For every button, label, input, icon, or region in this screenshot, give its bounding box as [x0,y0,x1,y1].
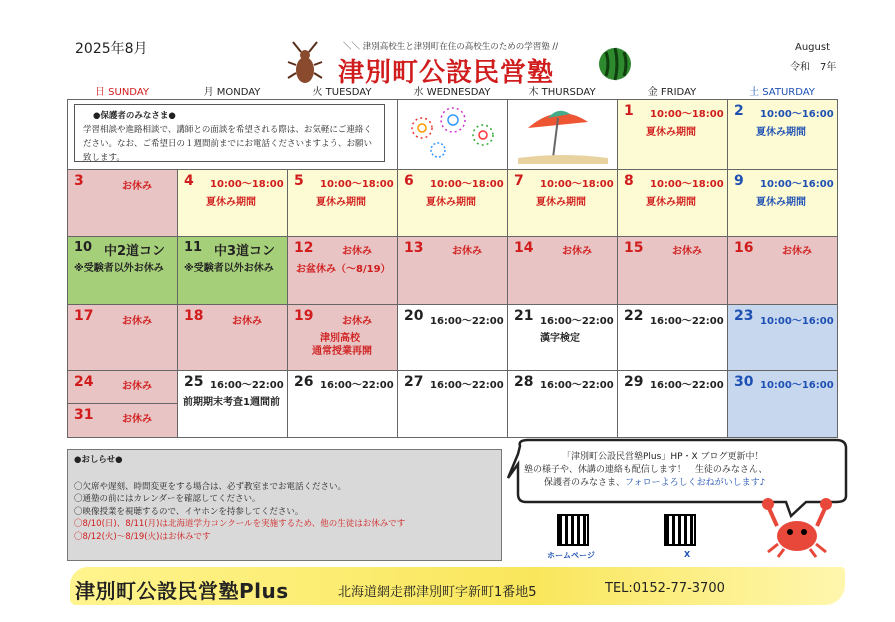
day-note: 夏休み期間 [756,127,806,138]
day-22 [618,305,728,371]
day-number: 23 [734,308,754,324]
homepage-qr-code[interactable] [557,514,589,546]
day-hours: 10:00〜18:00 [650,109,724,120]
fireworks-icon [398,100,506,166]
day-status: お休み [122,316,152,327]
announcement-2: 〇通塾の前にはカレンダーを確認してください。 [74,494,261,504]
day-status: お休み [122,414,152,425]
day-number: 15 [624,240,644,256]
announcement-4: 〇8/10(日)、8/11(月)は北海道学力コンクールを実施するため、他の生徒はお休みです [74,519,406,529]
day-number: 8 [624,173,634,189]
header-monday: 月 MONDAY [203,87,261,98]
day-number: 9 [734,173,744,189]
day-1 [618,100,728,170]
day-note: 漢字検定 [540,333,580,344]
homepage-label: ホームページ [547,551,595,560]
day-note: ※受験者以外お休み [184,263,274,274]
day-28 [508,371,618,438]
day-hours: 10:00〜16:00 [760,109,834,120]
day-hours: 16:00〜22:00 [650,316,724,327]
day-9 [728,170,838,237]
x-qr-code[interactable] [664,514,696,546]
footer-address: 北海道網走郡津別町字新町1番地5 [338,585,537,600]
header-friday: 金 FRIDAY [647,87,697,98]
day-number: 24 [74,374,94,390]
day-12 [288,237,398,305]
day-note: 前期期末考査1週間前 [183,397,280,408]
month-english: August [795,42,830,53]
day-6 [398,170,508,237]
day-hours: 16:00〜22:00 [650,380,724,391]
day-21 [508,305,618,371]
day-status: お休み [342,316,372,327]
header-sunday: 日 SUNDAY [94,87,150,98]
day-number: 6 [404,173,414,189]
day-30 [728,371,838,438]
announcement-1: 〇欠席や遅刻、時間変更をする場合は、必ず教室までお電話ください。 [74,481,347,492]
header-tuesday: 火 TUESDAY [312,87,372,98]
day-note: 津別高校 [320,333,360,344]
day-number: 3 [74,173,84,189]
day-note: 夏休み期間 [206,197,256,208]
day-2 [728,100,838,170]
day-hours: 16:00〜22:00 [540,380,614,391]
day-status: お休み [452,246,482,257]
day-hours: 10:00〜18:00 [320,179,394,190]
announcements-title: ●おしらせ● [74,455,123,465]
day-16 [728,237,838,305]
day-10 [68,237,178,305]
notice-cell [68,100,398,170]
day-number: 22 [624,308,644,324]
day-number: 13 [404,240,424,256]
day-number: 14 [514,240,534,256]
day-note: お盆休み（〜8/19） [296,264,391,275]
day-status: お休み [672,246,702,257]
announcement-3: 〇映像授業を視聴するので、イヤホンを持参してください。 [74,506,304,517]
day-number: 1 [624,103,634,119]
day-number: 16 [734,240,754,256]
day-29 [618,371,728,438]
day-note: 夏休み期間 [646,127,696,138]
day-number: 5 [294,173,304,189]
day-5 [288,170,398,237]
day-note: 夏休み期間 [536,197,586,208]
day-hours: 10:00〜16:00 [760,380,834,391]
day-number: 29 [624,374,644,390]
day-hours: 16:00〜22:00 [320,380,394,391]
day-note-2: 通常授業再開 [312,346,372,357]
title-text: 津別町公設民営塾 [338,58,555,88]
day-number: 25 [184,374,204,390]
day-status: お休み [122,381,152,392]
year-month: 2025年8月 [75,41,148,57]
day-number: 26 [294,374,314,390]
day-hours: 16:00〜22:00 [540,316,614,327]
day-status: お休み [342,246,372,257]
day-hours: 10:00〜18:00 [650,179,724,190]
notice-body: 学習相談や進路相談で、講師との面談を希望される際は、お気軽にご連絡ください。なお、ご希望日の１週間前までにお電話くださいますよう、お願い致します。 [83,125,373,163]
day-4 [178,170,288,237]
era-year: 令和 7年 [790,62,837,73]
day-hours: 16:00〜22:00 [430,380,504,391]
day-status: お休み [232,316,262,327]
day-hours: 10:00〜18:00 [540,179,614,190]
day-25 [178,371,288,438]
day-27 [398,371,508,438]
day-number: 28 [514,374,534,390]
parents-notice [74,104,385,162]
day-event: 中2道コン [104,244,166,259]
announcement-5: 〇8/12(火)〜8/19(火)はお休みです [74,531,211,542]
day-number: 12 [294,240,314,256]
sns-line-1: 「津別町公設民営塾Plus」HP・X ブログ更新中！ [562,452,764,462]
beetle-icon [285,40,325,86]
day-7 [508,170,618,237]
day-note: 夏休み期間 [646,197,696,208]
day-number: 20 [404,308,424,324]
header-wednesday: 水 WEDNESDAY [413,87,491,98]
day-23 [728,305,838,371]
beach-umbrella-icon [508,100,616,166]
day-number: 10 [74,240,93,255]
notice-title: ●保護者のみなさま● [93,111,176,121]
day-24 [68,371,177,404]
day-number: 21 [514,308,534,324]
x-label: X [684,550,691,559]
day-status: お休み [122,181,152,192]
sns-message [524,451,767,490]
day-18 [178,305,288,371]
day-number: 18 [184,308,204,324]
day-hours: 10:00〜18:00 [430,179,504,190]
day-hours: 16:00〜22:00 [210,380,284,391]
sns-line-2: 塾の様子や、休講の連絡も配信します！ 生徒のみなさん、 [524,465,768,475]
footer-school-name: 津別町公設民営塾Plus [75,579,289,603]
day-13 [398,237,508,305]
day-31 [68,404,177,437]
calendar-grid [67,99,838,438]
sns-line-3b: フォローよろしくおねがいします♪ [625,478,766,488]
page-title [338,52,554,89]
day-24-31-cell [68,371,178,438]
day-status: お休み [562,246,592,257]
day-note: ※受験者以外お休み [74,263,164,274]
day-15 [618,237,728,305]
subtitle: ＼＼ 津別高校生と津別町在住の高校生のための学習塾 // [343,42,559,52]
sns-line-3a: 保護者のみなさま、 [544,478,626,488]
day-8 [618,170,728,237]
day-note: 夏休み期間 [756,197,806,208]
day-number: 2 [734,103,744,119]
day-number: 11 [184,240,203,255]
day-3 [68,170,178,237]
header-saturday: 土 SATURDAY [749,87,815,98]
day-number: 7 [514,173,524,189]
day-hours: 10:00〜16:00 [760,316,834,327]
fireworks-cell [398,100,508,170]
footer-phone: TEL:0152-77-3700 [605,581,725,596]
day-status: お休み [782,246,812,257]
beach-cell [508,100,618,170]
day-number: 27 [404,374,424,390]
day-number: 30 [734,374,754,390]
header-thursday: 木 THURSDAY [528,87,596,98]
day-19 [288,305,398,371]
day-note: 夏休み期間 [426,197,476,208]
announcements-box [67,449,502,561]
day-hours: 10:00〜18:00 [210,179,284,190]
day-14 [508,237,618,305]
crab-icon [762,496,832,558]
day-20 [398,305,508,371]
day-note: 夏休み期間 [316,197,366,208]
day-number: 17 [74,308,94,324]
day-number: 4 [184,173,194,189]
day-11 [178,237,288,305]
day-hours: 10:00〜16:00 [760,179,834,190]
day-number: 19 [294,308,314,324]
day-26 [288,371,398,438]
day-number: 31 [74,407,94,423]
day-hours: 16:00〜22:00 [430,316,504,327]
day-event: 中3道コン [214,244,276,259]
watermelon-icon [596,44,634,82]
day-17 [68,305,178,371]
